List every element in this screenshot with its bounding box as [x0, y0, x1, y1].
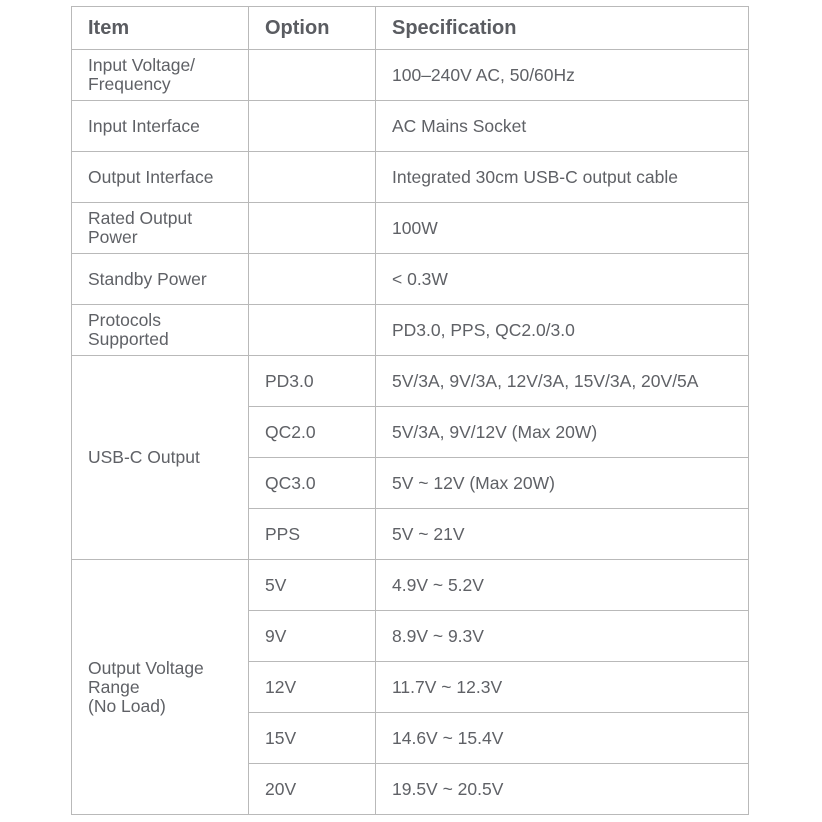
- row-spec: AC Mains Socket: [376, 101, 749, 152]
- row-option: QC3.0: [249, 458, 376, 509]
- row-option: QC2.0: [249, 407, 376, 458]
- row-spec: PD3.0, PPS, QC2.0/3.0: [376, 305, 749, 356]
- header-option: Option: [249, 7, 376, 50]
- row-option: 15V: [249, 713, 376, 764]
- row-spec: 14.6V ~ 15.4V: [376, 713, 749, 764]
- row-spec: 5V/3A, 9V/12V (Max 20W): [376, 407, 749, 458]
- row-option: 12V: [249, 662, 376, 713]
- row-item: Rated Output Power: [72, 203, 249, 254]
- row-option: [249, 305, 376, 356]
- header-row: [72, 7, 749, 50]
- row-spec: 19.5V ~ 20.5V: [376, 764, 749, 815]
- row-option: [249, 203, 376, 254]
- row-option: 9V: [249, 611, 376, 662]
- row-option: PPS: [249, 509, 376, 560]
- output-voltage-range-item: Output Voltage Range (No Load): [72, 560, 249, 815]
- table-row: [72, 254, 749, 305]
- row-spec: 4.9V ~ 5.2V: [376, 560, 749, 611]
- row-spec: Integrated 30cm USB-C output cable: [376, 152, 749, 203]
- header-item: Item: [72, 7, 249, 50]
- usbc-output-item: USB-C Output: [72, 356, 249, 560]
- table-row: [72, 101, 749, 152]
- table-row: [72, 305, 749, 356]
- row-spec: 100–240V AC, 50/60Hz: [376, 50, 749, 101]
- header-specification: Specification: [376, 7, 749, 50]
- table-row: [72, 152, 749, 203]
- row-option: [249, 254, 376, 305]
- table-row: [72, 560, 749, 611]
- row-spec: 8.9V ~ 9.3V: [376, 611, 749, 662]
- table-row: [72, 203, 749, 254]
- specification-table: [71, 6, 749, 815]
- row-item: Standby Power: [72, 254, 249, 305]
- row-option: 20V: [249, 764, 376, 815]
- row-spec: 100W: [376, 203, 749, 254]
- row-option: 5V: [249, 560, 376, 611]
- row-option: PD3.0: [249, 356, 376, 407]
- row-option: [249, 101, 376, 152]
- row-item: Input Interface: [72, 101, 249, 152]
- row-item: Protocols Supported: [72, 305, 249, 356]
- row-spec: 5V/3A, 9V/3A, 12V/3A, 15V/3A, 20V/5A: [376, 356, 749, 407]
- row-option: [249, 50, 376, 101]
- row-spec: 5V ~ 12V (Max 20W): [376, 458, 749, 509]
- table-row: [72, 356, 749, 407]
- row-item: Input Voltage/ Frequency: [72, 50, 249, 101]
- row-spec: 5V ~ 21V: [376, 509, 749, 560]
- row-spec: < 0.3W: [376, 254, 749, 305]
- table-row: [72, 50, 749, 101]
- row-spec: 11.7V ~ 12.3V: [376, 662, 749, 713]
- row-option: [249, 152, 376, 203]
- row-item: Output Interface: [72, 152, 249, 203]
